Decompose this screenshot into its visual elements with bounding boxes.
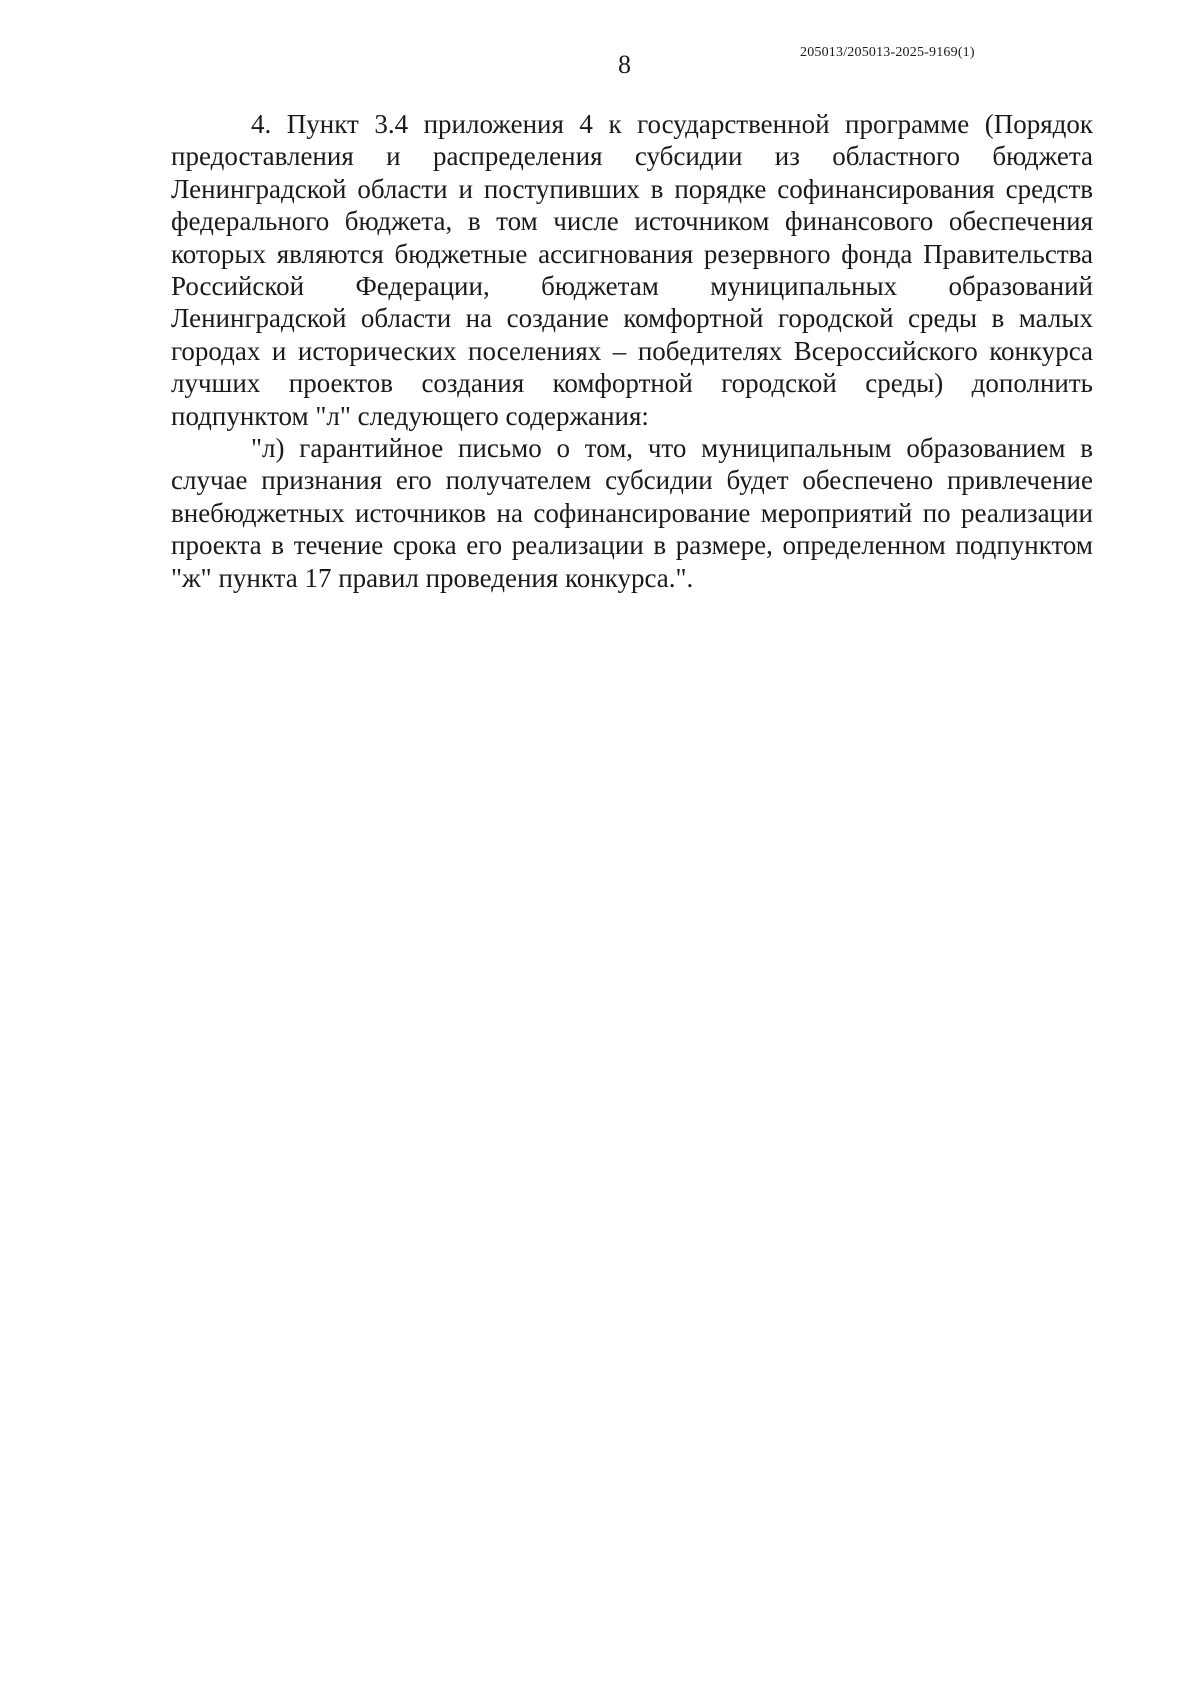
page-number: 8 [618,50,631,79]
paragraph-item-4: 4. Пункт 3.4 приложения 4 к государственной программе (Порядок предоставления и распределения субсидии из областного бюджета Ленинградской области и поступивших в порядке софинансирования средств федерального бюджета, в том числе источником финансового обеспечения которых являются бюджетные ассигнования резервного фонда Правительства Российской Федерации, бюджетам муниципальных образований Ленинградской области на создание комфортной городской среды в малых городах и исторических поселениях – победителях Всероссийского конкурса лучших проектов создания комфортной городской среды) дополнить подпунктом "л" следующего содержания: [171,109,1093,431]
paragraph-subitem-l: "л) гарантийное письмо о том, что муниципальным образованием в случае признания его получателем субсидии будет обеспечено привлечение внебюджетных источников на софинансирование мероприятий по реализации проекта в течение срока его реализации в размере, определенном подпунктом "ж" пункта 17 правил проведения конкурса.". [171,433,1093,593]
document-id: 205013/205013-2025-9169(1) [800,45,975,60]
document-body [171,108,1093,594]
